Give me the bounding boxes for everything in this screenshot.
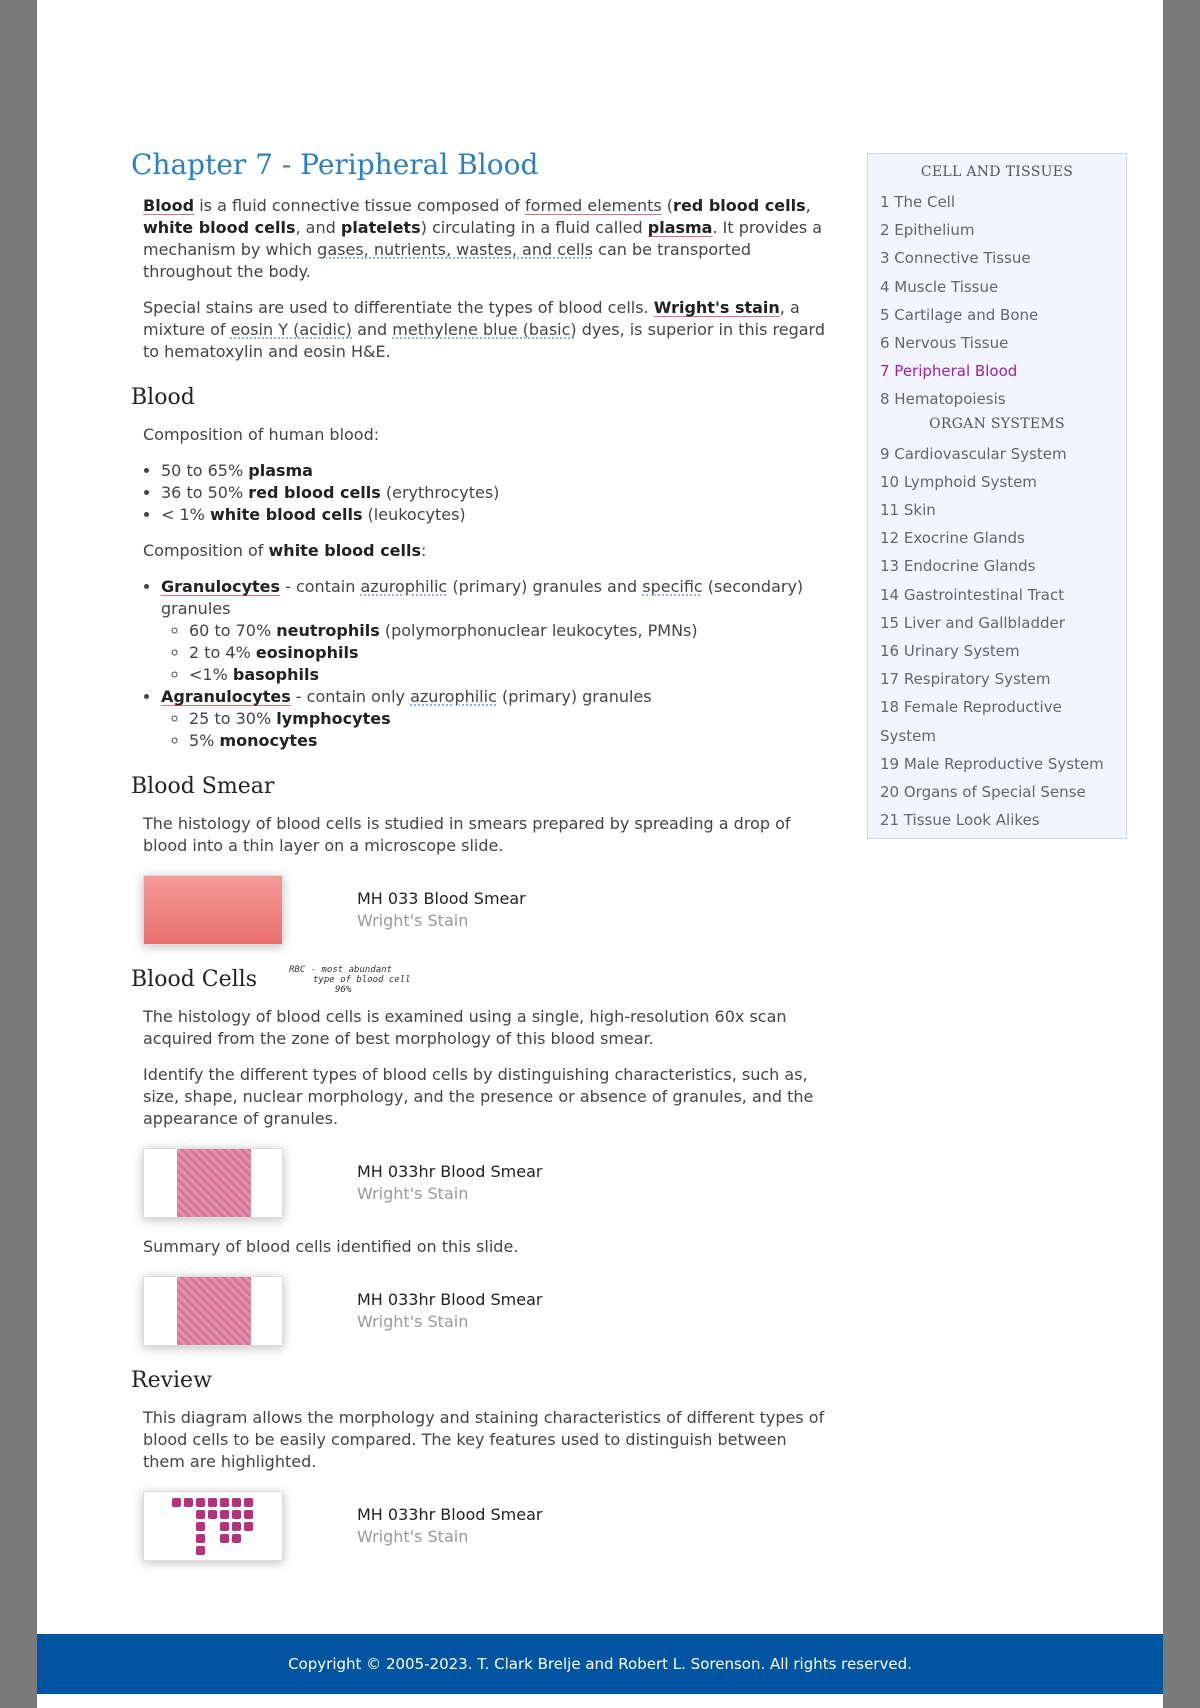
sidebar-item-chapter[interactable]: 13 Endocrine Glands (880, 557, 1036, 576)
slide-stain: Wright's Stain (357, 1527, 469, 1546)
cells-paragraph-2: Identify the different types of blood cells by distinguishing characteristics, such as, size, shape, nuclear morphology, and the presence or absence of granules, and the appearance of granules. (143, 1065, 814, 1128)
cells-paragraph-1: The histology of blood cells is examined using a single, high-resolution 60x scan acquired from the zone of best morphology of this blood smear. (143, 1007, 787, 1048)
sidebar-heading-organs: ORGAN SYSTEMS (929, 415, 1065, 432)
sidebar-item-chapter[interactable]: 20 Organs of Special Sense (880, 783, 1086, 802)
sidebar-item-chapter[interactable]: 17 Respiratory System (880, 670, 1051, 689)
sidebar-item-chapter[interactable]: 15 Liver and Gallbladder (880, 613, 1065, 632)
main-content (131, 148, 831, 1579)
review-text: This diagram allows the morphology and staining characteristics of different types of blood cells to be easily compared. The key features used to distinguish between them are highlighted. (143, 1408, 825, 1471)
slide-title[interactable]: MH 033hr Blood Smear (357, 1290, 543, 1309)
list-item: ◦ 2 to 4% eosinophils (189, 642, 831, 664)
list-item: ◦ 60 to 70% neutrophils (polymorphonuclear leukocytes, PMNs) (189, 620, 831, 642)
sidebar-item-chapter[interactable]: 7 Peripheral Blood (880, 362, 1018, 381)
sidebar-item-chapter[interactable]: 9 Cardiovascular System (880, 444, 1067, 463)
wbc-composition-label: Composition of white blood cells: (143, 541, 427, 560)
slide-thumbnail[interactable] (143, 1491, 283, 1561)
list-item: • 36 to 50% red blood cells (erythrocytes) (161, 482, 831, 504)
sidebar-item-chapter[interactable]: 12 Exocrine Glands (880, 529, 1025, 548)
slide-mh033hr-2[interactable] (143, 1276, 831, 1346)
slide-mh033hr-review[interactable] (143, 1491, 831, 1561)
slide-stain: Wright's Stain (357, 1184, 469, 1203)
composition-label: Composition of human blood: (143, 425, 380, 444)
slide-title[interactable]: MH 033hr Blood Smear (357, 1505, 543, 1524)
page-title: Chapter 7 - Peripheral Blood (131, 148, 539, 181)
heading-review: Review (131, 1368, 212, 1393)
slide-thumbnail[interactable] (143, 875, 283, 945)
chapter-sidebar (867, 153, 1127, 839)
term-blood: Blood (143, 196, 195, 215)
list-item-agranulocytes: • Agranulocytes - contain only azurophilic (primary) granules ◦ 25 to 30% lymphocytes ◦ 5% monocytes (161, 686, 831, 752)
page (37, 0, 1163, 1708)
list-item: ◦ 25 to 30% lymphocytes (189, 708, 831, 730)
footer: Copyright © 2005-2023. T. Clark Brelje and Robert L. Sorenson. All rights reserved. (37, 1634, 1163, 1694)
heading-blood-cells: Blood Cells (131, 967, 257, 992)
sidebar-item-chapter[interactable]: 1 The Cell (880, 193, 956, 211)
term-formed-elements: formed elements (525, 196, 662, 215)
slide-stain: Wright's Stain (357, 911, 469, 930)
list-item-granulocytes: • Granulocytes - contain azurophilic (primary) granules and specific (secondary) granules ◦ 60 to 70% neutrophils (polymorphonuclear leukocytes, PMNs) ◦ 2 to 4% eosinophils ◦ <1% basophils (161, 576, 831, 686)
sidebar-item-chapter[interactable]: 16 Urinary System (880, 642, 1020, 661)
list-item: • 50 to 65% plasma (161, 460, 831, 482)
intro-paragraph-2: Special stains are used to differentiate the types of blood cells. Wright's stain, a mixture of eosin Y (acidic) and methylene blue (basic) dyes, is superior in this regard to hematoxylin and eosin H&E. (143, 298, 825, 361)
slide-thumbnail[interactable] (143, 1148, 283, 1218)
summary-text: Summary of blood cells identified on this slide. (143, 1237, 519, 1256)
term-plasma: plasma (647, 218, 713, 237)
term-methylene-blue: methylene blue (basic) (392, 320, 577, 339)
sidebar-item-chapter[interactable]: 18 Female Reproductive System (880, 698, 1062, 745)
sidebar-item-chapter[interactable]: 10 Lymphoid System (880, 472, 1037, 491)
slide-title[interactable]: MH 033hr Blood Smear (357, 1162, 543, 1181)
sidebar-item-chapter[interactable]: 21 Tissue Look Alikes (880, 811, 1040, 830)
term-gases: gases, nutrients, wastes, and cells (317, 240, 594, 259)
composition-list (161, 460, 831, 526)
slide-mh033[interactable] (143, 875, 831, 945)
sidebar-item-chapter[interactable]: 4 Muscle Tissue (880, 277, 999, 296)
sidebar-item-chapter[interactable]: 2 Epithelium (880, 221, 975, 240)
sidebar-item-chapter[interactable]: 19 Male Reproductive System (880, 754, 1104, 773)
sidebar-item-chapter[interactable]: 14 Gastrointestinal Tract (880, 585, 1065, 604)
sidebar-item-chapter[interactable]: 8 Hematopoiesis (880, 390, 1006, 409)
term-wrights-stain: Wright's stain (653, 298, 780, 317)
list-item: ◦ <1% basophils (189, 664, 831, 686)
sidebar-item-chapter[interactable]: 6 Nervous Tissue (880, 334, 1009, 353)
intro-paragraph-1: Blood is a fluid connective tissue composed of formed elements (red blood cells, white blood cells, and platelets) circulating in a fluid called plasma. It provides a mechanism by which gases, nutrients, wastes, and cells can be transported throughout the body. (143, 196, 823, 281)
smear-text: The histology of blood cells is studied in smears prepared by spreading a drop of blood into a thin layer on a microscope slide. (143, 814, 791, 855)
sidebar-item-chapter[interactable]: 11 Skin (880, 501, 936, 520)
handwritten-note: RBC - most abundant type of blood cell 96% (289, 965, 411, 995)
sidebar-heading-cells: CELL AND TISSUES (920, 164, 1074, 180)
slide-stain: Wright's Stain (357, 1312, 469, 1331)
slide-thumbnail[interactable] (143, 1276, 283, 1346)
slide-mh033hr-1[interactable] (143, 1148, 831, 1218)
term-eosin: eosin Y (acidic) (230, 320, 353, 339)
heading-blood: Blood (131, 385, 195, 410)
wbc-list (161, 576, 831, 752)
sidebar-item-chapter[interactable]: 5 Cartilage and Bone (880, 305, 1039, 324)
list-item: ◦ 5% monocytes (189, 730, 831, 752)
slide-title[interactable]: MH 033 Blood Smear (357, 889, 526, 908)
heading-blood-smear: Blood Smear (131, 774, 275, 799)
sidebar-item-chapter[interactable]: 3 Connective Tissue (880, 249, 1031, 268)
list-item: • < 1% white blood cells (leukocytes) (161, 504, 831, 526)
